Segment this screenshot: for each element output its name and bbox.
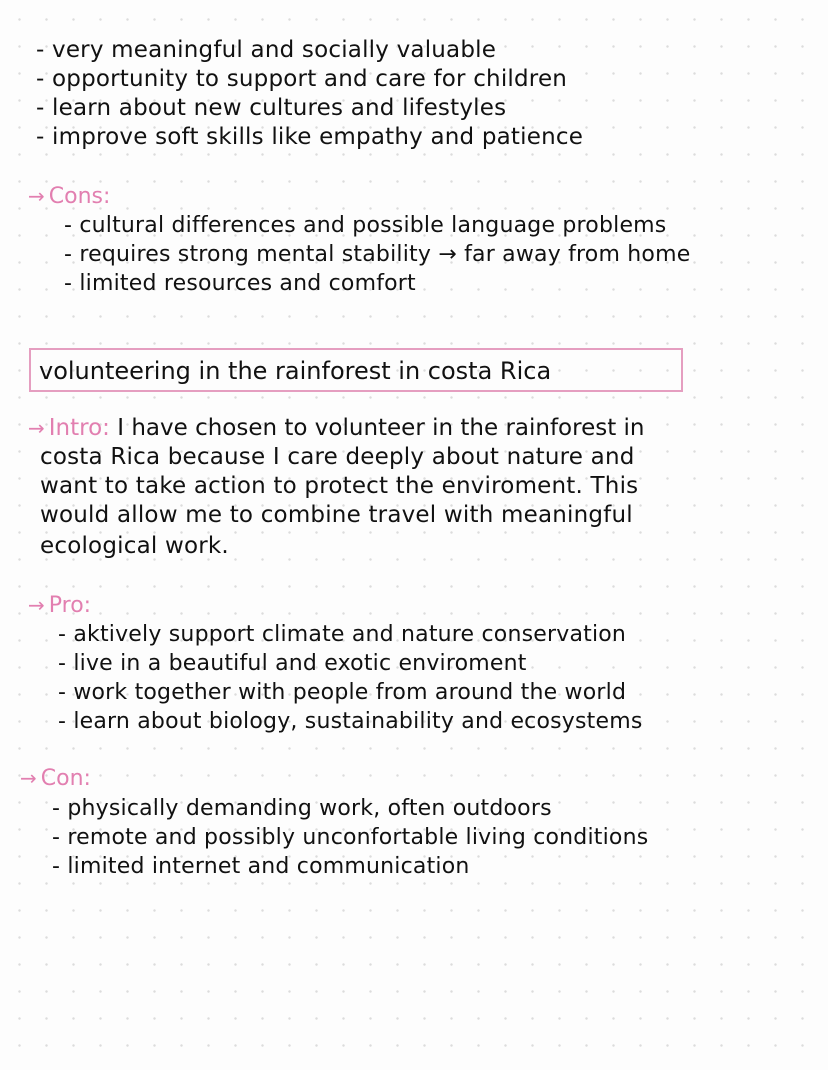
- list-item: - improve soft skills like empathy and patience: [36, 124, 584, 150]
- list-item: - aktively support climate and nature conservation: [58, 622, 627, 647]
- list-item: - physically demanding work, often outdoors: [52, 796, 552, 821]
- arrow-right-icon: →: [28, 416, 45, 440]
- intro-line: costa Rica because I care deeply about nature and: [40, 444, 635, 470]
- list-item: - live in a beautiful and exotic enviroment: [58, 651, 527, 676]
- intro-paragraph-start: [28, 414, 645, 443]
- intro-first-line: I have chosen to volunteer in the rainforest in: [117, 415, 645, 441]
- list-item: - work together with people from around the world: [58, 680, 627, 705]
- intro-line: ecological work.: [40, 533, 229, 559]
- list-item: - requires strong mental stability → far away from home: [64, 242, 691, 267]
- arrow-right-icon: →: [28, 593, 45, 617]
- con-label: Con:: [40, 766, 91, 791]
- cons-heading: [28, 182, 110, 211]
- con-heading: [20, 764, 91, 793]
- section-title-box: [29, 348, 683, 392]
- list-item: - very meaningful and socially valuable: [36, 37, 497, 63]
- list-item: - remote and possibly unconfortable living conditions: [52, 825, 649, 850]
- list-item: - cultural differences and possible language problems: [64, 213, 667, 238]
- pro-label: Pro:: [48, 593, 92, 618]
- intro-label: Intro:: [48, 415, 110, 441]
- list-item: - limited internet and communication: [52, 854, 470, 879]
- arrow-right-icon: →: [28, 184, 45, 208]
- list-item: - learn about new cultures and lifestyles: [36, 95, 507, 121]
- intro-line: want to take action to protect the enviroment. This: [40, 473, 639, 499]
- arrow-right-icon: →: [20, 766, 37, 790]
- cons-label: Cons:: [48, 184, 111, 209]
- section-title: volunteering in the rainforest in costa Rica: [39, 357, 552, 385]
- list-item: - opportunity to support and care for children: [36, 66, 568, 92]
- intro-line: would allow me to combine travel with meaningful: [40, 502, 633, 528]
- list-item: - learn about biology, sustainability and ecosystems: [58, 709, 643, 734]
- list-item: - limited resources and comfort: [64, 271, 416, 296]
- pro-heading: [28, 591, 91, 620]
